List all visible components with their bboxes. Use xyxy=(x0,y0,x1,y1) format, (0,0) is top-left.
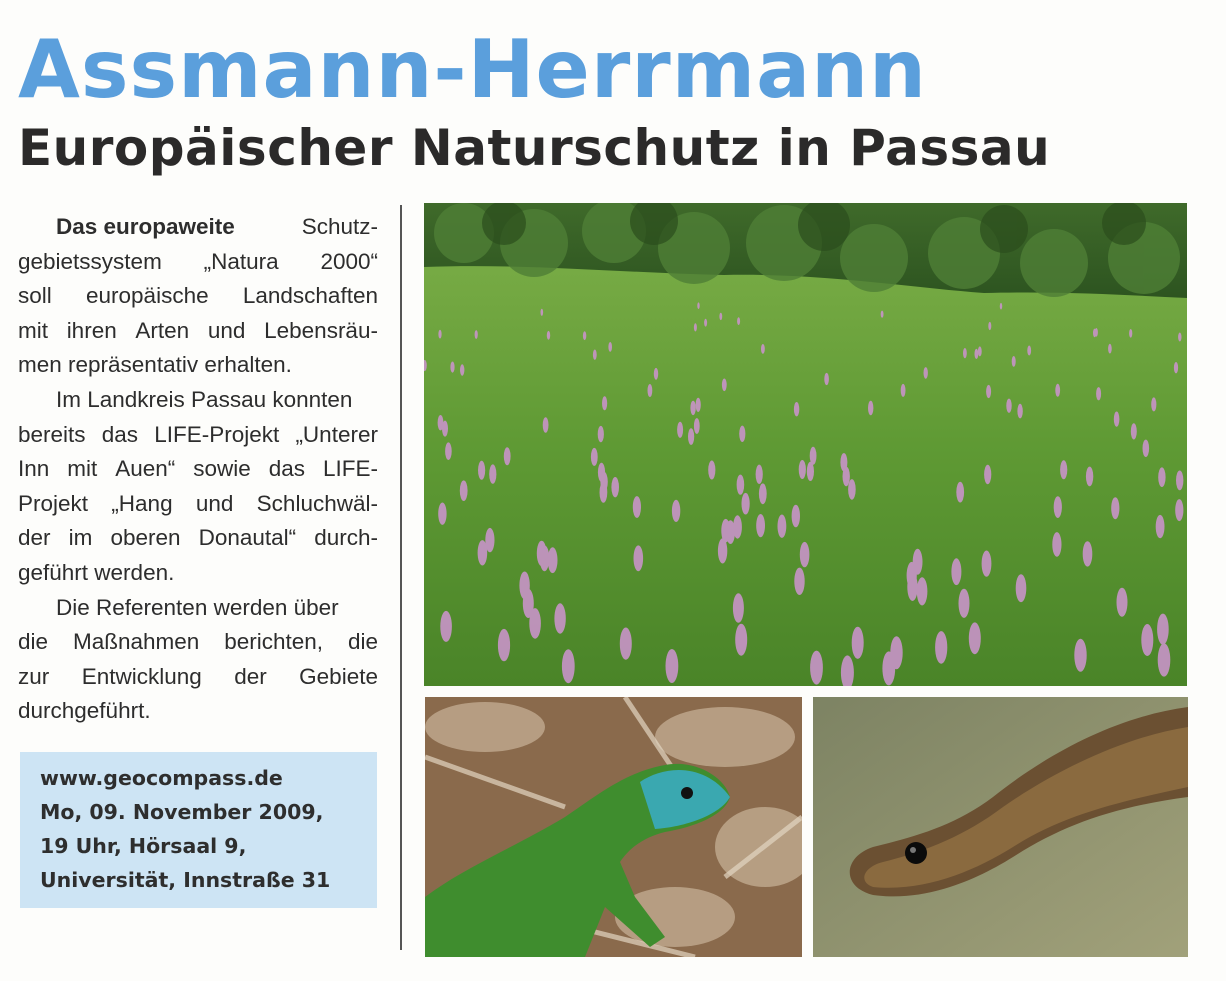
orchid-flower xyxy=(602,396,607,410)
orchid-flower xyxy=(1151,397,1156,411)
orchid-flower xyxy=(988,322,991,330)
orchid-flower xyxy=(548,547,558,573)
article-text: Im Landkreis Passau konnten xyxy=(56,386,353,412)
orchid-flower xyxy=(460,480,468,501)
orchid-flower xyxy=(969,622,981,654)
article-word: „Hang xyxy=(111,490,173,516)
orchid-flower xyxy=(759,483,767,504)
orchid-flower xyxy=(1174,362,1178,373)
orchid-flower xyxy=(1027,346,1031,356)
orchid-flower xyxy=(824,373,829,385)
orchid-flower xyxy=(648,384,653,397)
orchid-flower xyxy=(438,503,446,525)
article-word: Arten xyxy=(135,317,190,343)
article-word: europäische xyxy=(86,283,209,309)
orchid-flower xyxy=(984,465,991,484)
orchid-flower xyxy=(1012,356,1016,367)
orchid-flower xyxy=(956,482,964,503)
orchid-flower xyxy=(1016,574,1027,602)
article-line xyxy=(18,625,378,660)
orchid-flower xyxy=(600,472,607,492)
orchid-flower xyxy=(442,421,448,437)
orchid-flower xyxy=(697,302,699,309)
orchid-flower xyxy=(901,384,906,397)
orchid-flower xyxy=(475,330,478,339)
article-word: berichten, xyxy=(224,629,324,655)
article-line xyxy=(18,660,378,695)
orchid-flower xyxy=(1074,639,1086,672)
orchid-flower xyxy=(868,401,873,415)
article-line xyxy=(18,279,378,314)
orchid-flower xyxy=(541,309,544,316)
orchid-flower xyxy=(1108,344,1112,354)
orchid-flower xyxy=(1178,333,1181,342)
orchid-flower xyxy=(523,589,534,618)
orchid-flower xyxy=(1095,328,1098,337)
article-word: durch- xyxy=(314,525,378,551)
article-word: Auen“ xyxy=(115,456,176,482)
orchid-flower xyxy=(1111,497,1119,519)
orchid-flower xyxy=(654,368,658,380)
orchid-flower xyxy=(598,426,604,442)
orchid-flower xyxy=(1006,399,1011,413)
orchid-flower xyxy=(959,589,970,618)
article-word: mit xyxy=(67,456,98,482)
orchid-flower xyxy=(1143,440,1150,457)
orchid-flower xyxy=(963,348,967,358)
article-word: der xyxy=(234,663,267,689)
article-word: und xyxy=(195,490,234,516)
orchid-flower xyxy=(881,311,884,318)
orchid-flower xyxy=(677,422,683,438)
orchid-flower xyxy=(478,461,485,480)
article-word: 2000“ xyxy=(320,248,378,274)
orchid-flower xyxy=(719,313,722,320)
article-word: der xyxy=(18,525,51,551)
orchid-flower xyxy=(1117,588,1128,617)
article-line xyxy=(18,383,378,418)
orchid-flower xyxy=(608,342,612,352)
article-text: Schutz- xyxy=(301,214,378,239)
orchid-flower xyxy=(1176,471,1183,491)
article-line xyxy=(18,452,378,487)
orchid-flower xyxy=(690,401,695,415)
orchid-flower xyxy=(547,331,550,340)
orchid-flower xyxy=(737,317,740,325)
orchid-flower xyxy=(554,603,565,633)
orchid-flower xyxy=(694,418,700,434)
orchid-flower xyxy=(982,551,992,577)
article-lead: Das europaweite xyxy=(56,214,235,239)
orchid-flower xyxy=(1096,387,1101,400)
article-word: LIFE- xyxy=(322,456,378,482)
orchid-flower xyxy=(498,629,510,661)
article-word: Donautal“ xyxy=(198,525,297,551)
orchid-meadow-photo xyxy=(424,203,1187,686)
orchid-flower xyxy=(907,562,917,589)
article-line xyxy=(18,348,378,383)
article-text: Die Referenten werden über xyxy=(56,594,339,620)
orchid-flower xyxy=(1060,460,1067,479)
article-word: „Natura xyxy=(203,248,279,274)
article-word: die xyxy=(347,629,378,655)
article-line xyxy=(18,694,378,729)
article-text: men repräsentativ erhalten. xyxy=(18,352,292,378)
orchid-flower xyxy=(1114,412,1120,427)
article-word: zur xyxy=(18,663,50,689)
article-word: Lebensräu- xyxy=(264,317,378,343)
article-word: im xyxy=(68,525,93,551)
orchid-flower xyxy=(792,505,800,528)
article-word: Entwicklung xyxy=(81,663,202,689)
article-line xyxy=(18,487,378,522)
page-title: Assmann-Herrmann xyxy=(18,23,927,116)
orchid-flower xyxy=(1086,467,1093,487)
article-text: geführt werden. xyxy=(18,559,175,585)
orchid-flower xyxy=(1141,624,1153,656)
event-time-room: 19 Uhr, Hörsaal 9, xyxy=(40,834,247,858)
orchid-flower xyxy=(742,493,750,515)
orchid-flower xyxy=(440,611,452,642)
article-line xyxy=(18,521,378,556)
orchid-flower xyxy=(794,402,799,416)
orchid-flower xyxy=(708,461,715,480)
orchid-flower xyxy=(810,447,817,465)
orchid-flower xyxy=(852,627,864,659)
event-date: Mo, 09. November 2009, xyxy=(40,800,324,824)
article-line xyxy=(18,591,378,626)
orchid-flower xyxy=(1158,467,1165,487)
orchid-flower xyxy=(672,500,680,522)
orchid-flower xyxy=(739,426,745,442)
orchid-flower xyxy=(1156,515,1165,538)
orchid-flower xyxy=(460,364,464,375)
article-word: „Unterer xyxy=(295,421,378,447)
orchid-flower xyxy=(978,346,982,356)
orchid-flower xyxy=(543,417,549,433)
column-divider xyxy=(400,205,402,950)
article-word: bereits xyxy=(18,421,86,447)
article-word: die xyxy=(18,629,49,655)
orchid-flower xyxy=(1000,303,1002,310)
orchid-flower xyxy=(761,344,765,354)
orchid-flower xyxy=(733,593,744,623)
orchid-flower xyxy=(935,631,947,664)
orchid-flower xyxy=(756,514,765,537)
orchid-flower xyxy=(696,398,701,412)
article-word: oberen xyxy=(110,525,181,551)
orchid-flower xyxy=(882,651,895,685)
article-word: Gebiete xyxy=(299,663,378,689)
orchid-flower xyxy=(778,515,787,538)
orchid-flower xyxy=(799,460,806,479)
article-word: und xyxy=(207,317,246,343)
orchid-flower xyxy=(450,362,454,373)
article-body xyxy=(18,210,378,729)
orchid-flower xyxy=(1054,496,1062,518)
orchid-flower xyxy=(1052,532,1061,557)
article-word: gebietssystem xyxy=(18,248,162,274)
article-line xyxy=(18,210,378,245)
orchid-flower xyxy=(1083,541,1093,566)
orchid-flower xyxy=(1129,329,1132,338)
orchid-flower xyxy=(737,475,745,495)
orchid-flower xyxy=(848,479,856,500)
orchid-flower xyxy=(917,577,928,605)
orchid-flower xyxy=(800,542,810,567)
orchid-flower xyxy=(591,448,598,466)
orchid-flower xyxy=(504,447,511,465)
orchid-flower xyxy=(722,379,727,392)
orchid-flower xyxy=(562,649,575,683)
article-word: Schluchwäl- xyxy=(256,490,378,516)
orchid-flower xyxy=(666,649,679,683)
orchid-flower xyxy=(794,568,804,595)
page-subtitle: Europäischer Naturschutz in Passau xyxy=(18,119,1051,177)
orchid-flower xyxy=(1017,404,1022,419)
orchid-flower xyxy=(611,477,619,497)
article-line xyxy=(18,245,378,280)
orchid-flower xyxy=(1175,499,1183,521)
article-word: Projekt xyxy=(18,490,89,516)
orchid-flower xyxy=(1158,643,1171,676)
orchid-flower xyxy=(620,628,632,660)
orchid-flower xyxy=(843,467,850,487)
orchid-flower xyxy=(1055,384,1060,397)
orchid-flower xyxy=(721,519,730,543)
article-word: das xyxy=(101,421,139,447)
article-word: sowie xyxy=(193,456,251,482)
article-text: durchgeführt. xyxy=(18,698,151,724)
orchid-flower xyxy=(634,545,644,571)
article-word: mit xyxy=(18,317,48,343)
article-word: Landschaften xyxy=(242,283,378,309)
orchid-flower xyxy=(924,367,928,379)
article-line xyxy=(18,314,378,349)
orchid-flower xyxy=(485,528,494,552)
article-word: LIFE-Projekt xyxy=(154,421,280,447)
orchid-flower xyxy=(975,349,979,359)
green-lizard-photo xyxy=(425,697,802,957)
event-location: Universität, Innstraße 31 xyxy=(40,868,331,892)
orchid-flower xyxy=(537,541,547,566)
orchid-flower xyxy=(735,624,747,656)
event-info-box xyxy=(20,752,377,908)
article-word: das xyxy=(268,456,306,482)
article-word: Inn xyxy=(18,456,50,482)
article-word: ihren xyxy=(66,317,117,343)
article-line xyxy=(18,556,378,591)
orchid-flower xyxy=(489,464,496,483)
orchid-flower xyxy=(445,442,452,460)
orchid-flower xyxy=(1131,423,1137,439)
orchid-flower xyxy=(704,319,707,327)
orchid-flower xyxy=(951,558,961,585)
orchid-flower xyxy=(583,331,586,340)
article-line xyxy=(18,418,378,453)
orchid-flower xyxy=(756,465,763,484)
event-website: www.geocompass.de xyxy=(40,766,283,790)
orchid-flower xyxy=(688,428,694,445)
orchid-flower xyxy=(1157,614,1169,645)
orchid-flower xyxy=(694,323,697,331)
snake-photo xyxy=(813,697,1188,957)
orchid-flower xyxy=(633,496,641,518)
article-word: Maßnahmen xyxy=(72,629,200,655)
orchid-flower xyxy=(986,385,991,398)
orchid-flower xyxy=(438,330,441,339)
article-word: soll xyxy=(18,283,52,309)
orchid-flower xyxy=(593,350,597,360)
orchid-flower xyxy=(810,651,823,685)
